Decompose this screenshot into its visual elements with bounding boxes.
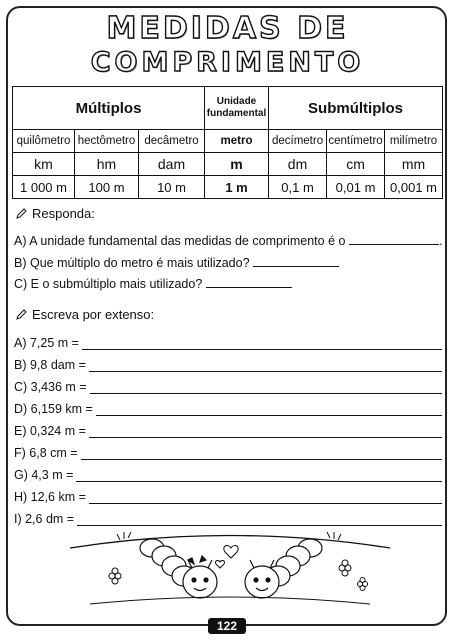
exercise-h [14,490,442,504]
title-line-1: MEDIDAS DE [106,11,349,46]
table-cell: 1 m [205,176,269,199]
answer-blank-b[interactable] [253,256,339,267]
table-cell: metro [205,130,269,153]
answer-blank-a[interactable] [349,234,439,245]
table-cell: km [13,153,75,176]
ground-line [90,597,370,604]
question-c [14,277,292,291]
table-cell: dam [139,153,205,176]
answer-line[interactable] [82,339,442,350]
answer-line[interactable] [89,427,442,438]
table-cell: m [205,153,269,176]
exercise-a [14,336,442,350]
table-cell: 0,1 m [269,176,327,199]
exercise-label: A) 7,25 m = [14,336,79,350]
header-submultiplos: Submúltiplos [269,87,443,130]
flower-icon [339,560,351,576]
question-c-text: C) E o submúltiplo mais utilizado? [14,277,203,291]
title-line-2: COMPRIMENTO [90,47,365,78]
responda-label: Responda: [32,206,95,221]
table-cell: dm [269,153,327,176]
header-unidade-fundamental [205,87,269,130]
answer-line[interactable] [81,449,442,460]
fundamental-label: fundamental [206,108,267,119]
units-table [12,86,443,199]
pencil-icon [16,207,28,219]
question-b-text: B) Que múltiplo do metro é mais utilizado? [14,256,250,270]
exercise-label: H) 12,6 km = [14,490,86,504]
answer-line[interactable] [90,383,442,394]
exercise-label: F) 6,8 cm = [14,446,78,460]
exercise-b [14,358,442,372]
table-cell: mm [385,153,443,176]
table-cell: 10 m [139,176,205,199]
exercise-label: G) 4,3 m = [14,468,74,482]
table-row-values [13,176,443,199]
table-cell: hm [75,153,139,176]
answer-line[interactable] [89,493,442,504]
pencil-icon [16,308,28,320]
table-cell: 0,001 m [385,176,443,199]
responda-heading [16,206,95,221]
table-cell: decâmetro [139,130,205,153]
answer-line[interactable] [76,471,442,482]
right-caterpillar-icon [245,539,322,598]
table-row-names [13,130,443,153]
exercise-label: B) 9,8 dam = [14,358,86,372]
table-cell: centímetro [327,130,385,153]
table-cell: 100 m [75,176,139,199]
exercise-label: C) 3,436 m = [14,380,87,394]
exercise-label: D) 6,159 km = [14,402,93,416]
flower-icon [109,568,121,584]
table-cell: milímetro [385,130,443,153]
question-a-text: A) A unidade fundamental das medidas de comprimento é o [14,234,346,248]
table-cell: decímetro [269,130,327,153]
flower-icon [358,578,368,591]
escreva-label: Escreva por extenso: [32,307,155,322]
exercise-c [14,380,442,394]
caterpillars-illustration [60,518,400,610]
left-caterpillar-icon [140,539,217,598]
exercise-label: I) 2,6 dm = [14,512,75,526]
heart-icon [215,561,224,568]
question-a: A) A unidade fundamental das medidas de comprimento é o . [14,234,443,248]
escreva-heading [16,307,154,322]
unidade-label: Unidade [216,96,257,107]
table-cell: cm [327,153,385,176]
page-number: 122 [208,618,246,634]
heart-icon [224,545,238,558]
answer-line[interactable] [89,361,442,372]
header-multiplos: Múltiplos [13,87,205,130]
exercise-e [14,424,442,438]
exercise-g [14,468,442,482]
answer-line[interactable] [96,405,442,416]
page-title [0,12,455,80]
exercise-d [14,402,442,416]
exercise-f [14,446,442,460]
question-b [14,256,339,270]
exercise-label: E) 0,324 m = [14,424,86,438]
answer-blank-c[interactable] [206,277,292,288]
table-row-symbols [13,153,443,176]
table-cell: hectômetro [75,130,139,153]
table-cell: 1 000 m [13,176,75,199]
table-cell: 0,01 m [327,176,385,199]
table-cell: quilômetro [13,130,75,153]
